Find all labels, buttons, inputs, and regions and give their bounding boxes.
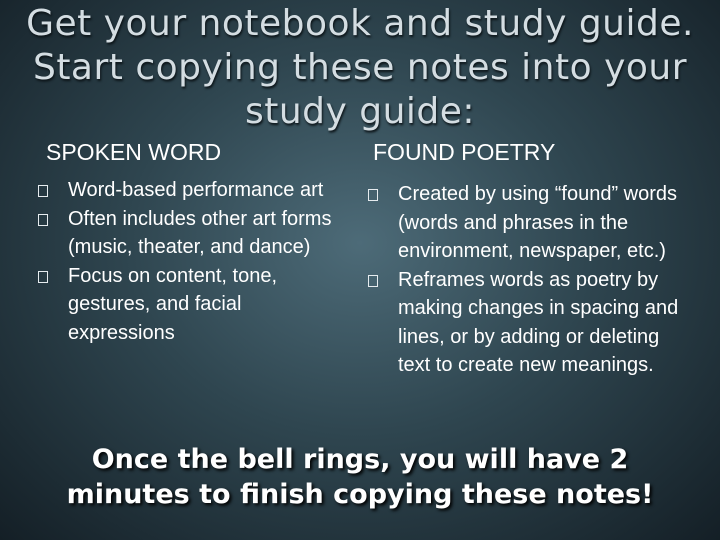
square-bullet-icon [38,271,48,283]
found-poetry-list [398,180,694,380]
spoken-word-list [68,176,353,347]
list-item [68,262,353,348]
title-line-1: Get your notebook and study guide. [26,3,694,44]
list-item [68,176,353,205]
square-bullet-icon [38,185,48,197]
slide-title [0,2,720,134]
bullet-text: Reframes words as poetry by making changes in spacing and lines, or by adding or deleting text to create new meanings. [398,268,679,376]
bullet-text: Often includes other art forms (music, theater, and dance) [68,207,332,258]
square-bullet-icon [38,214,48,226]
bullet-text: Focus on content, tone, gestures, and facial expressions [68,264,278,344]
reminder-line-2: minutes to finish copying these notes! [66,479,654,510]
found-poetry-heading: FOUND POETRY [373,139,556,165]
square-bullet-icon [368,189,378,201]
list-item [398,180,694,266]
spoken-word-heading: SPOKEN WORD [46,139,222,165]
title-line-3: study guide: [244,91,476,132]
bell-reminder [0,442,720,512]
reminder-line-1: Once the bell rings, you will have 2 [91,444,629,475]
bullet-text: Word-based performance art [68,179,324,201]
list-item [68,205,353,262]
list-item [398,266,694,380]
square-bullet-icon [368,275,378,287]
title-line-2: Start copying these notes into your [32,47,688,88]
bullet-text: Created by using “found” words (words and phrases in the environment, newspaper, etc.) [398,183,678,262]
